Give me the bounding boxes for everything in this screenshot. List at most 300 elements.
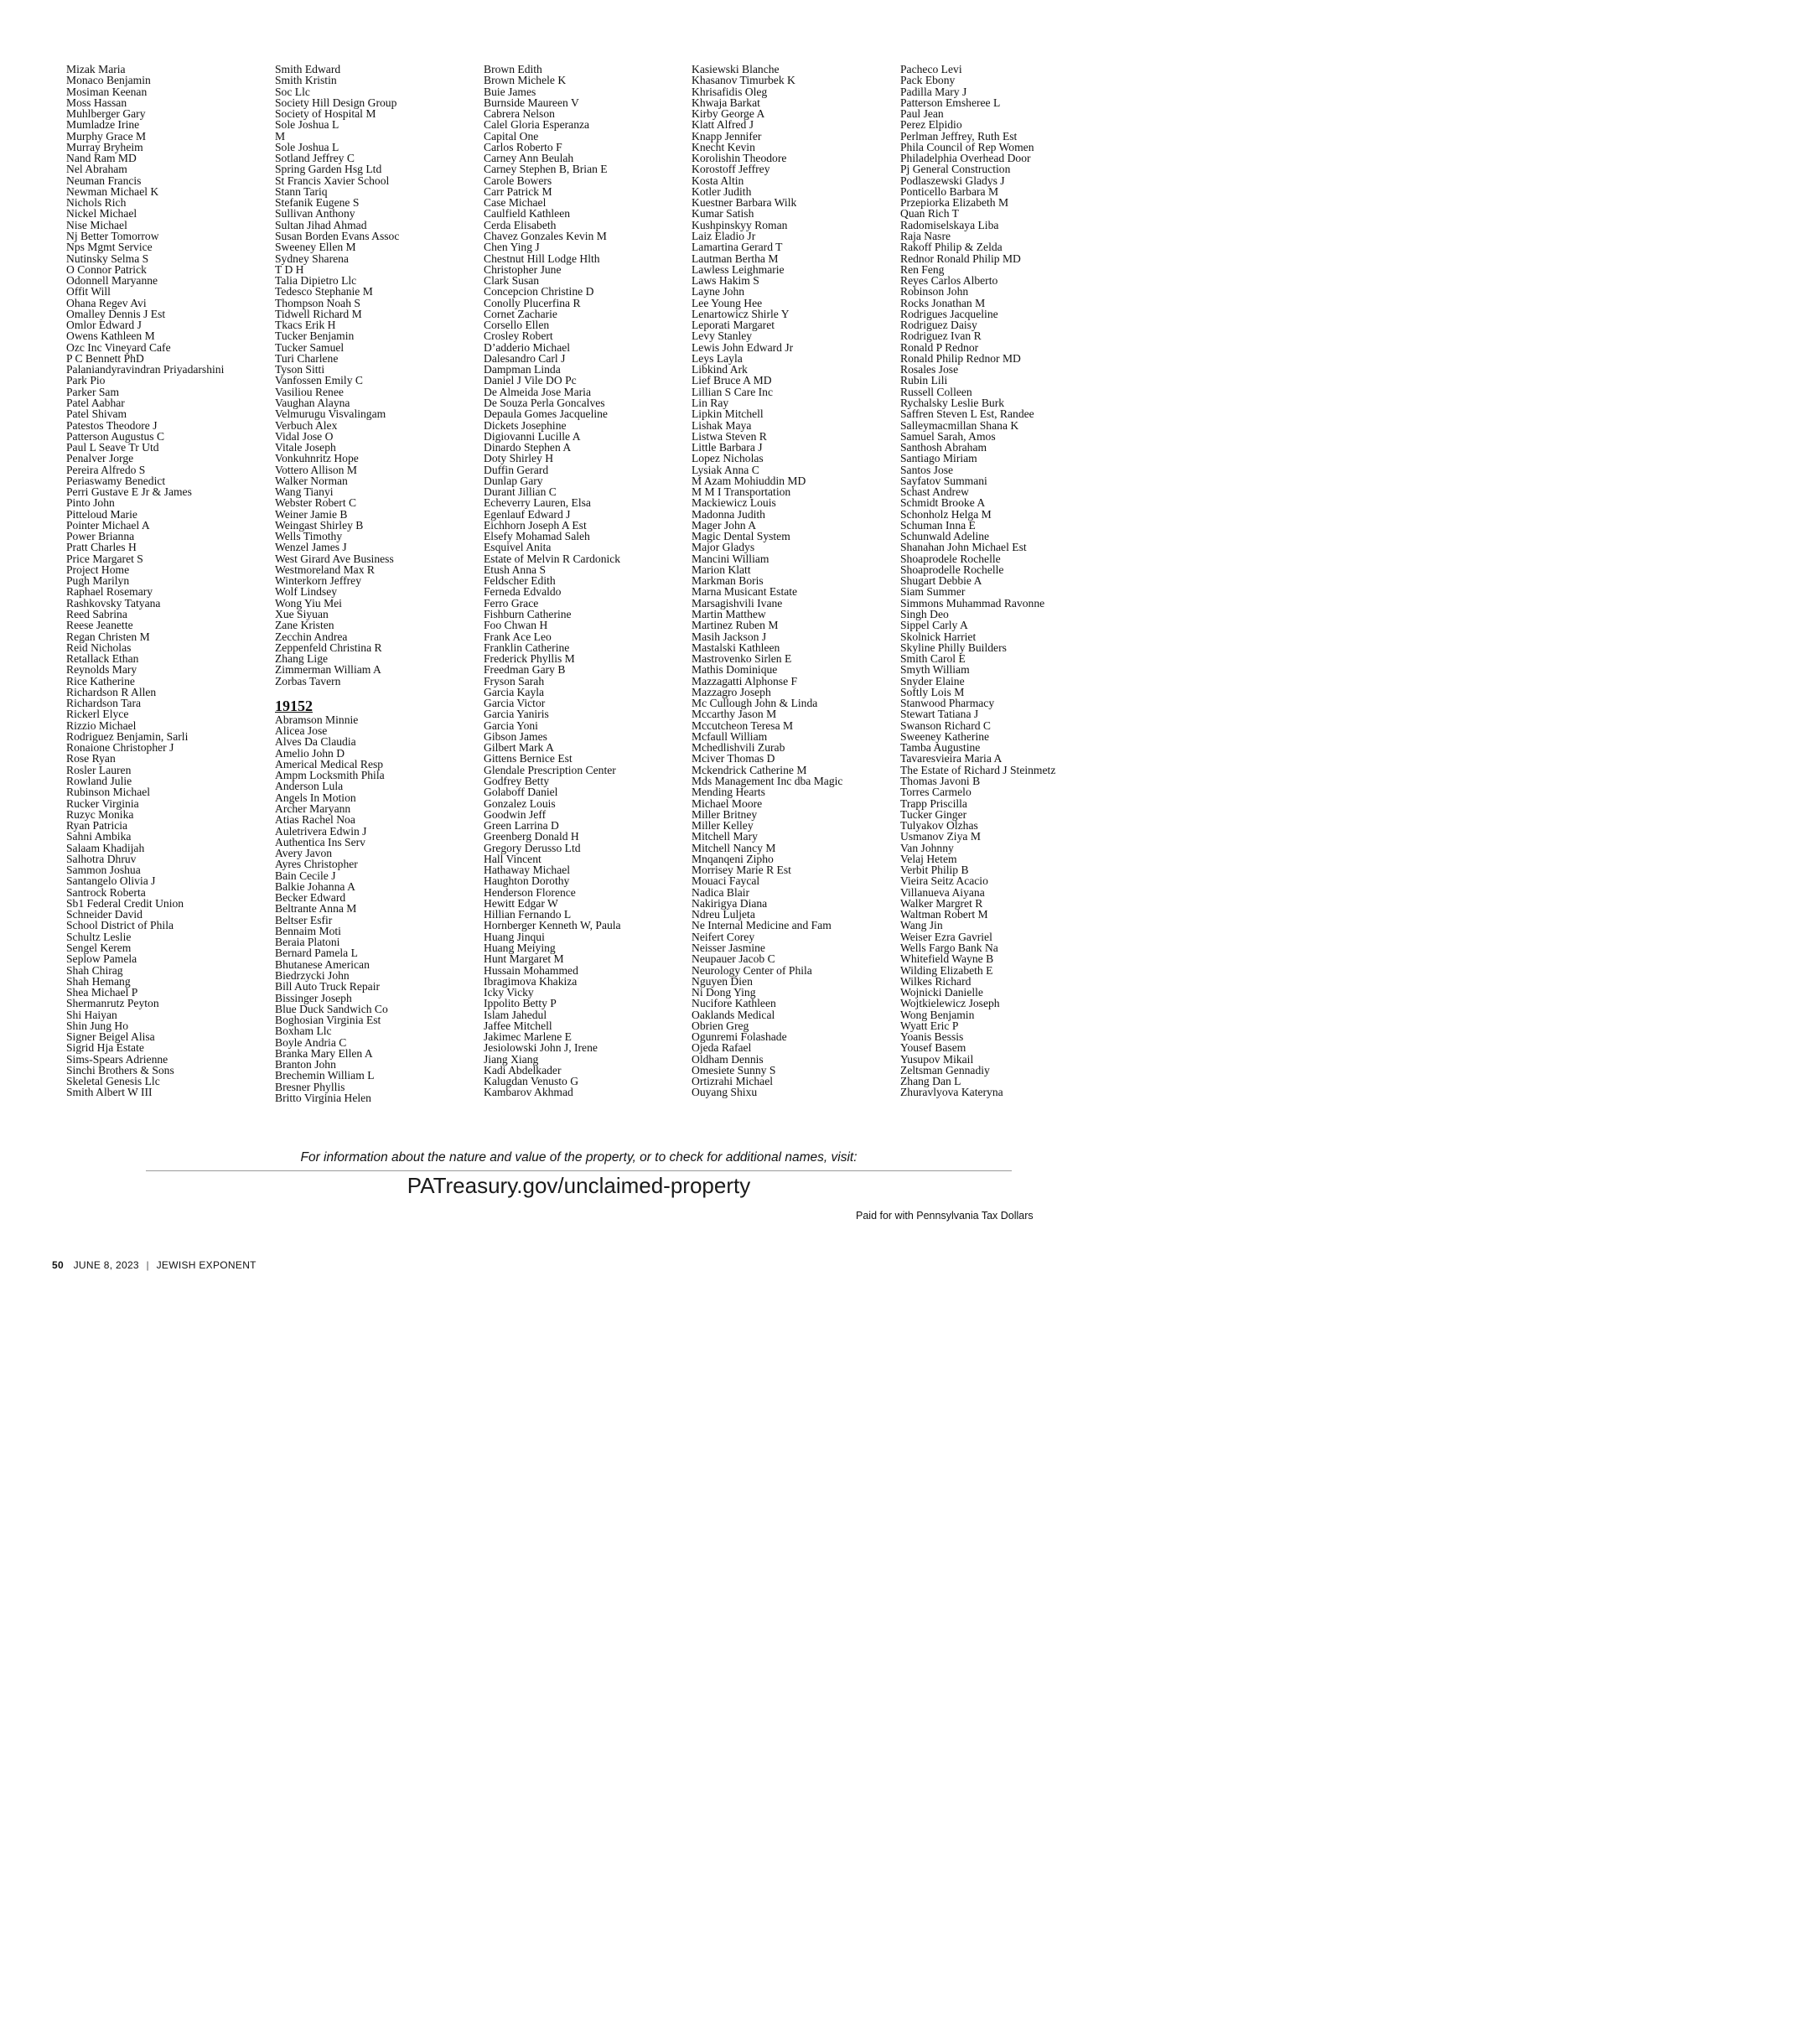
owner-name: Khasanov Timurbek K: [692, 74, 795, 87]
owner-name: Egenlauf Edward J: [484, 507, 571, 521]
owner-name: Carlos Roberto F: [484, 140, 562, 153]
owner-name: Chestnut Hill Lodge Hlth: [484, 252, 600, 265]
owner-name: Mending Hearts: [692, 786, 765, 799]
owner-name: Sotland Jeffrey C: [275, 152, 355, 165]
owner-name: Muhlberger Gary: [66, 107, 146, 121]
owner-name: Sahni Ambika: [66, 830, 132, 843]
owner-name: Usmanov Ziya M: [900, 830, 981, 843]
owner-name: Spring Garden Hsg Ltd: [275, 163, 382, 176]
owner-name: Case Michael: [484, 196, 547, 210]
owner-name: Thomas Javoni B: [900, 775, 981, 787]
owner-name: Tucker Samuel: [275, 340, 345, 354]
name-column-5: [900, 64, 1106, 1098]
owner-name: Balkie Johanna A: [275, 879, 355, 893]
owner-name: Power Brianna: [66, 530, 135, 543]
owner-name: Winterkorn Jeffrey: [275, 574, 362, 588]
owner-name: Turi Charlene: [275, 351, 339, 365]
page-footer: [52, 1259, 256, 1271]
owner-name: Auletrivera Edwin J: [275, 824, 367, 838]
owner-name: Archer Maryann: [275, 802, 351, 815]
owner-name: The Estate of Richard J Steinmetz: [900, 763, 1056, 776]
owner-name: Nutinsky Selma S: [66, 252, 149, 265]
owner-name: Caulfield Kathleen: [484, 207, 571, 220]
owner-name: Sinchi Brothers & Sons: [66, 1063, 174, 1076]
owner-name: Trapp Priscilla: [900, 796, 967, 810]
owner-name: Samuel Sarah, Amos: [900, 429, 996, 443]
owner-name: Ryan Patricia: [66, 819, 128, 833]
owner-name: M M I Transportation: [692, 485, 791, 499]
owner-name: Mchedlishvili Zurab: [692, 741, 785, 755]
owner-name: Brechemin William L: [275, 1069, 375, 1082]
owner-name: Society of Hospital M: [275, 107, 376, 121]
owner-name: Mazzagro Joseph: [692, 685, 771, 698]
owner-name: Mazzagatti Alphonse F: [692, 674, 798, 687]
owner-name: Zorbas Tavern: [275, 674, 341, 687]
owner-name: Reid Nicholas: [66, 641, 132, 654]
owner-name: Monaco Benjamin: [66, 74, 151, 87]
owner-name: Gonzalez Louis: [484, 796, 556, 810]
owner-name: Omlor Edward J: [66, 319, 142, 332]
owner-name: Cerda Elisabeth: [484, 218, 557, 231]
owner-name: Boxham Llc: [275, 1025, 332, 1038]
owner-name: Lin Ray: [692, 396, 729, 409]
owner-name: Neuman Francis: [66, 174, 142, 187]
owner-name: Godfrey Betty: [484, 775, 550, 787]
owner-name: Tucker Benjamin: [275, 329, 355, 343]
owner-name: Whitefield Wayne B: [900, 952, 994, 966]
owner-name: Mager John A: [692, 518, 757, 532]
owner-name: Perri Gustave E Jr & James: [66, 485, 192, 499]
owner-name: Radomiselskaya Liba: [900, 218, 999, 231]
owner-name: Tavaresvieira Maria A: [900, 752, 1003, 765]
owner-name: Zimmerman William A: [275, 663, 381, 677]
owner-name: Shermanrutz Peyton: [66, 997, 159, 1010]
owner-name: Sweeney Ellen M: [275, 241, 356, 254]
name-column-1: [66, 64, 272, 1098]
owner-name: Sultan Jihad Ahmad: [275, 218, 367, 231]
owner-name: Beltrante Anna M: [275, 902, 357, 916]
owner-name: Crosley Robert: [484, 329, 553, 343]
owner-name: Hunt Margaret M: [484, 952, 564, 966]
owner-name: Britto Virginia Helen: [275, 1091, 371, 1104]
owner-name: Wong Benjamin: [900, 1008, 975, 1021]
owner-name: Knapp Jennifer: [692, 129, 762, 143]
owner-name: Haughton Dorothy: [484, 874, 570, 888]
owner-name: Marna Musicant Estate: [692, 585, 798, 599]
owner-name: Reynolds Mary: [66, 663, 137, 677]
owner-name: St Francis Xavier School: [275, 174, 390, 187]
owner-name: Mds Management Inc dba Magic: [692, 775, 843, 787]
owner-name: Ruzyc Monika: [66, 807, 134, 821]
owner-name: Mosiman Keenan: [66, 85, 148, 98]
owner-name: Marsagishvili Ivane: [692, 596, 783, 610]
owner-name: Patel Shivam: [66, 407, 127, 421]
owner-name: Reese Jeanette: [66, 619, 133, 632]
owner-name: Regan Christen M: [66, 630, 150, 643]
owner-name: Zeltsman Gennadiy: [900, 1063, 990, 1076]
owner-name: Sole Joshua L: [275, 140, 339, 153]
owner-name: Newman Michael K: [66, 184, 159, 198]
owner-name: Bissinger Joseph: [275, 991, 352, 1004]
owner-name: Calel Gloria Esperanza: [484, 118, 590, 132]
owner-name: Alves Da Claudia: [275, 735, 356, 749]
owner-name: Rocks Jonathan M: [900, 296, 986, 309]
owner-name: Cabrera Nelson: [484, 107, 555, 121]
owner-name: Lopez Nicholas: [692, 452, 764, 465]
owner-name: Korostoff Jeffrey: [692, 163, 770, 176]
owner-name: Signer Beigel Alisa: [66, 1030, 155, 1044]
owner-name: Susan Borden Evans Assoc: [275, 229, 400, 242]
owner-name: Lief Bruce A MD: [692, 374, 772, 387]
owner-name: Brown Michele K: [484, 74, 567, 87]
owner-name: Levy Stanley: [692, 329, 753, 343]
owner-name: Parker Sam: [66, 385, 120, 398]
owner-name: Listwa Steven R: [692, 429, 767, 443]
owner-name: Society Hill Design Group: [275, 96, 397, 109]
owner-name: Ibragimova Khakiza: [484, 974, 578, 988]
owner-name: M Azam Mohiuddin MD: [692, 474, 806, 487]
owner-name: Neupauer Jacob C: [692, 952, 775, 966]
owner-name: Oaklands Medical: [692, 1008, 775, 1021]
owner-name: Beraia Platoni: [275, 936, 340, 949]
owner-name: Kalugdan Venusto G: [484, 1075, 579, 1088]
owner-name: Americal Medical Resp: [275, 757, 384, 770]
owner-name: Shah Chirag: [66, 963, 123, 977]
owner-name: Pratt Charles H: [66, 541, 137, 554]
owner-name: Vitale Joseph: [275, 441, 336, 454]
owner-name: Schunwald Adeline: [900, 530, 990, 543]
owner-name: Wilkes Richard: [900, 974, 972, 988]
owner-name: M: [275, 129, 286, 143]
owner-name: Madonna Judith: [692, 507, 765, 521]
owner-name: Lysiak Anna C: [692, 463, 759, 476]
owner-name: Fryson Sarah: [484, 674, 545, 687]
owner-name: Hussain Mohammed: [484, 963, 578, 977]
owner-name: Philadelphia Overhead Door: [900, 152, 1031, 165]
owner-name: Periaswamy Benedict: [66, 474, 166, 487]
owner-name: Swanson Richard C: [900, 719, 991, 732]
owner-name: Michael Moore: [692, 796, 763, 810]
owner-name: Lillian S Care Inc: [692, 385, 774, 398]
owner-name: Nise Michael: [66, 218, 127, 231]
owner-name: Mumladze Irine: [66, 118, 140, 132]
owner-name: Ojeda Rafael: [692, 1041, 752, 1055]
owner-name: Anderson Lula: [275, 780, 344, 793]
owner-name: Tidwell Richard M: [275, 307, 362, 320]
owner-name: Jaffee Mitchell: [484, 1019, 552, 1032]
owner-name: Tulyakov Olzhas: [900, 819, 978, 833]
owner-name: Schultz Leslie: [66, 930, 132, 943]
owner-name: Mitchell Mary: [692, 830, 758, 843]
owner-name: Gregory Derusso Ltd: [484, 841, 581, 854]
owner-name: Phila Council of Rep Women: [900, 140, 1034, 153]
owner-name: Reed Sabrina: [66, 608, 127, 621]
owner-name: Bill Auto Truck Repair: [275, 980, 380, 993]
owner-name: Hillian Fernando L: [484, 908, 572, 921]
owner-name: Santhosh Abraham: [900, 441, 987, 454]
owner-name: Mciver Thomas D: [692, 752, 775, 765]
owner-name: Gilbert Mark A: [484, 741, 554, 755]
owner-name: Rubinson Michael: [66, 786, 151, 799]
owner-name: Sole Joshua L: [275, 118, 339, 132]
owner-name: Khwaja Barkat: [692, 96, 760, 109]
owner-name: Smith Albert W III: [66, 1086, 153, 1099]
owner-name: Sullivan Anthony: [275, 207, 355, 220]
owner-name: Tkacs Erik H: [275, 319, 336, 332]
owner-name: Biedrzycki John: [275, 968, 350, 982]
owner-name: Masih Jackson J: [692, 630, 767, 643]
owner-name: Nucifore Kathleen: [692, 997, 776, 1010]
owner-name: Sigrid Hja Estate: [66, 1041, 144, 1055]
owner-name: Duffin Gerard: [484, 463, 549, 476]
owner-name: Mcfaull William: [692, 729, 768, 743]
owner-name: Dickets Josephine: [484, 418, 567, 432]
owner-name: Sippel Carly A: [900, 619, 968, 632]
owner-name: Ferneda Edvaldo: [484, 585, 562, 599]
owner-name: Klatt Alfred J: [692, 118, 754, 132]
owner-name: Rubin Lili: [900, 374, 948, 387]
owner-name: Smith Edward: [275, 63, 341, 75]
owner-name: Palaniandyravindran Priyadarshini: [66, 363, 225, 376]
publication-name: JEWISH EXPONENT: [156, 1259, 256, 1271]
owner-name: Doty Shirley H: [484, 452, 554, 465]
owner-name: Rowland Julie: [66, 775, 132, 787]
owner-name: Patel Aabhar: [66, 396, 125, 409]
owner-name: Conolly Plucerfina R: [484, 296, 581, 309]
owner-name: Santrock Roberta: [66, 885, 146, 899]
owner-name: Icky Vicky: [484, 986, 534, 999]
owner-name: Reyes Carlos Alberto: [900, 274, 998, 288]
owner-name: Yusupov Mikail: [900, 1052, 974, 1066]
owner-name: Pacheco Levi: [900, 63, 962, 75]
owner-name: Glendale Prescription Center: [484, 763, 616, 776]
owner-name: School District of Phila: [66, 919, 174, 932]
owner-name: Zeppenfeld Christina R: [275, 641, 382, 654]
owner-name: Nand Ram MD: [66, 152, 137, 165]
owner-name: Sydney Sharena: [275, 252, 349, 265]
owner-name: Hall Vincent: [484, 852, 541, 865]
owner-name: Elsefy Mohamad Saleh: [484, 530, 590, 543]
owner-name: Tucker Ginger: [900, 807, 967, 821]
owner-name: Neurology Center of Phila: [692, 963, 812, 977]
owner-name: Nichols Rich: [66, 196, 127, 210]
owner-name: Carole Bowers: [484, 174, 552, 187]
owner-name: Murray Bryheim: [66, 140, 143, 153]
owner-name: Richardson R Allen: [66, 685, 157, 698]
owner-name: Rucker Virginia: [66, 796, 139, 810]
owner-name: Yousef Basem: [900, 1041, 966, 1055]
owner-name: Mckendrick Catherine M: [692, 763, 807, 776]
owner-name: Rodriguez Ivan R: [900, 329, 982, 343]
owner-name: Rosales Jose: [900, 363, 959, 376]
owner-name: Bhutanese American: [275, 957, 370, 971]
owner-name: Garcia Kayla: [484, 685, 545, 698]
owner-name: Vanfossen Emily C: [275, 374, 363, 387]
owner-name: Skeletal Genesis Llc: [66, 1075, 160, 1088]
owner-name: Kuestner Barbara Wilk: [692, 196, 797, 210]
owner-name: Lawless Leighmarie: [692, 262, 785, 276]
owner-name: Nguyen Dien: [692, 974, 753, 988]
owner-name: Project Home: [66, 563, 130, 576]
owner-name: Freedman Gary B: [484, 663, 566, 677]
owner-name: Van Johnny: [900, 841, 954, 854]
owner-name: Thompson Noah S: [275, 296, 360, 309]
issue-date: JUNE 8, 2023: [73, 1259, 139, 1271]
owner-name: Raja Nasre: [900, 229, 951, 242]
owner-name: Zhang Lige: [275, 652, 329, 666]
owner-name: Omalley Dennis J Est: [66, 307, 166, 320]
owner-name: Wyatt Eric P: [900, 1019, 959, 1032]
owner-name: Green Larrina D: [484, 819, 559, 833]
owner-name: Lautman Bertha M: [692, 252, 779, 265]
owner-name: Oldham Dennis: [692, 1052, 764, 1066]
owner-name: Obrien Greg: [692, 1019, 749, 1032]
owner-name: Ren Feng: [900, 262, 945, 276]
owner-name: Neisser Jasmine: [692, 941, 765, 954]
owner-name: Siam Summer: [900, 585, 966, 599]
owner-name: Rakoff Philip & Zelda: [900, 241, 1003, 254]
owner-name: Pj General Construction: [900, 163, 1011, 176]
footer-separator: |: [146, 1259, 149, 1271]
owner-name: Odonnell Maryanne: [66, 274, 158, 288]
owner-name: Khrisafidis Oleg: [692, 85, 768, 98]
owner-name: Kumar Satish: [692, 207, 754, 220]
owner-name: Perez Elpidio: [900, 118, 962, 132]
owner-name: Avery Javon: [275, 847, 333, 860]
owner-name: Robinson John: [900, 285, 969, 298]
owner-name: Zhuravlyova Kateryna: [900, 1086, 1003, 1099]
owner-name: Ouyang Shixu: [692, 1086, 758, 1099]
owner-name: Vidal Jose O: [275, 429, 334, 443]
owner-name: Mastrovenko Sirlen E: [692, 652, 792, 666]
owner-name: Ippolito Betty P: [484, 997, 557, 1010]
owner-name: Torres Carmelo: [900, 786, 972, 799]
owner-name: Talia Dipietro Llc: [275, 274, 357, 288]
owner-name: Chen Ying J: [484, 241, 540, 254]
owner-name: Garcia Yoni: [484, 719, 538, 732]
owner-name: Vonkuhnritz Hope: [275, 452, 359, 465]
owner-name: Neifert Corey: [692, 930, 755, 943]
owner-name: Rodriguez Daisy: [900, 319, 977, 332]
page-number: 50: [52, 1259, 64, 1271]
owner-name: Softly Lois M: [900, 685, 965, 698]
owner-name: Sweeney Katherine: [900, 729, 990, 743]
owner-name: Pereira Alfredo S: [66, 463, 146, 476]
owner-name: Layne John: [692, 285, 745, 298]
owner-name: Shanahan John Michael Est: [900, 541, 1027, 554]
owner-name: Foo Chwan H: [484, 619, 548, 632]
owner-name: Dampman Linda: [484, 363, 561, 376]
paid-for-notice: Paid for with Pennsylvania Tax Dollars: [856, 1210, 1034, 1222]
owner-name: Laiz Eladio Jr: [692, 229, 756, 242]
owner-name: Podlaszewski Gladys J: [900, 174, 1005, 187]
owner-name: Walker Margret R: [900, 896, 983, 910]
owner-name: Shoaprodelle Rochelle: [900, 563, 1004, 576]
owner-name: Wells Timothy: [275, 530, 343, 543]
owner-name: Gibson James: [484, 729, 547, 743]
owner-name: Shea Michael P: [66, 986, 138, 999]
owner-name: Moss Hassan: [66, 96, 127, 109]
owner-name: D’adderio Michael: [484, 340, 571, 354]
owner-name: Hewitt Edgar W: [484, 896, 558, 910]
owner-name: Zhang Dan L: [900, 1075, 961, 1088]
owner-name: Kambarov Akhmad: [484, 1086, 573, 1099]
owner-name: Przepiorka Elizabeth M: [900, 196, 1009, 210]
owner-name: Zecchin Andrea: [275, 630, 348, 643]
owner-name: Marion Klatt: [692, 563, 751, 576]
owner-name: Ohana Regev Avi: [66, 296, 147, 309]
owner-name: Becker Edward: [275, 891, 346, 905]
owner-name: Weiser Ezra Gavriel: [900, 930, 992, 943]
owner-name: Ortizrahi Michael: [692, 1075, 774, 1088]
owner-name: Seplow Pamela: [66, 952, 137, 966]
owner-name: Schneider David: [66, 908, 142, 921]
owner-name: Garcia Victor: [484, 697, 546, 710]
owner-name: Bain Cecile J: [275, 869, 336, 882]
owner-name: Lamartina Gerard T: [692, 241, 783, 254]
owner-name: Rashkovsky Tatyana: [66, 596, 161, 610]
owner-name: Soc Llc: [275, 85, 310, 98]
owner-name: Ayres Christopher: [275, 858, 358, 871]
owner-name: Ferro Grace: [484, 596, 539, 610]
owner-name: Velaj Hetem: [900, 852, 957, 865]
owner-name: Wong Yiu Mei: [275, 596, 342, 610]
owner-name: Schast Andrew: [900, 485, 969, 499]
owner-name: Martinez Ruben M: [692, 619, 779, 632]
owner-name: Simmons Muhammad Ravonne: [900, 596, 1045, 610]
owner-name: Ronald P Rednor: [900, 340, 979, 354]
owner-name: Penalver Jorge: [66, 452, 134, 465]
owner-name: Salleymacmillan Shana K: [900, 418, 1019, 432]
owner-name: Garcia Yaniris: [484, 708, 549, 721]
owner-name: Waltman Robert M: [900, 908, 988, 921]
owner-name: Mitchell Nancy M: [692, 841, 776, 854]
owner-name: Korolishin Theodore: [692, 152, 787, 165]
owner-name: Rizzio Michael: [66, 719, 137, 732]
owner-name: Gittens Bernice Est: [484, 752, 573, 765]
owner-name: Rickerl Elyce: [66, 708, 129, 721]
owner-name: O Connor Patrick: [66, 262, 147, 276]
owner-name: Concepcion Christine D: [484, 285, 594, 298]
owner-name: Webster Robert C: [275, 496, 357, 510]
owner-name: Lishak Maya: [692, 418, 752, 432]
owner-name: Yoanis Bessis: [900, 1030, 964, 1044]
owner-name: Christopher June: [484, 262, 562, 276]
owner-name: Blue Duck Sandwich Co: [275, 1002, 388, 1015]
owner-name: Miller Kelley: [692, 819, 754, 833]
owner-name: Mouaci Faycal: [692, 874, 760, 888]
owner-name: Abramson Minnie: [275, 713, 359, 726]
owner-name: Jesiolowski John J, Irene: [484, 1041, 598, 1055]
owner-name: Cornet Zacharie: [484, 307, 557, 320]
owner-name: Omesiete Sunny S: [692, 1063, 776, 1076]
owner-name: Raphael Rosemary: [66, 585, 153, 599]
owner-name: Atias Rachel Noa: [275, 813, 355, 827]
owner-name: Pointer Michael A: [66, 518, 150, 532]
owner-name: Patestos Theodore J: [66, 418, 158, 432]
owner-name: Patterson Emsheree L: [900, 96, 1001, 109]
owner-name: Hornberger Kenneth W, Paula: [484, 919, 621, 932]
owner-name: Verbit Philip B: [900, 864, 969, 877]
owner-name: Padilla Mary J: [900, 85, 967, 98]
owner-name: Jiang Xiang: [484, 1052, 539, 1066]
owner-name: Wilding Elizabeth E: [900, 963, 993, 977]
owner-name: Durant Jillian C: [484, 485, 557, 499]
owner-name: Sammon Joshua: [66, 864, 141, 877]
owner-name: De Souza Perla Goncalves: [484, 396, 605, 409]
owner-name: Golaboff Daniel: [484, 786, 558, 799]
owner-name: Lewis John Edward Jr: [692, 340, 794, 354]
